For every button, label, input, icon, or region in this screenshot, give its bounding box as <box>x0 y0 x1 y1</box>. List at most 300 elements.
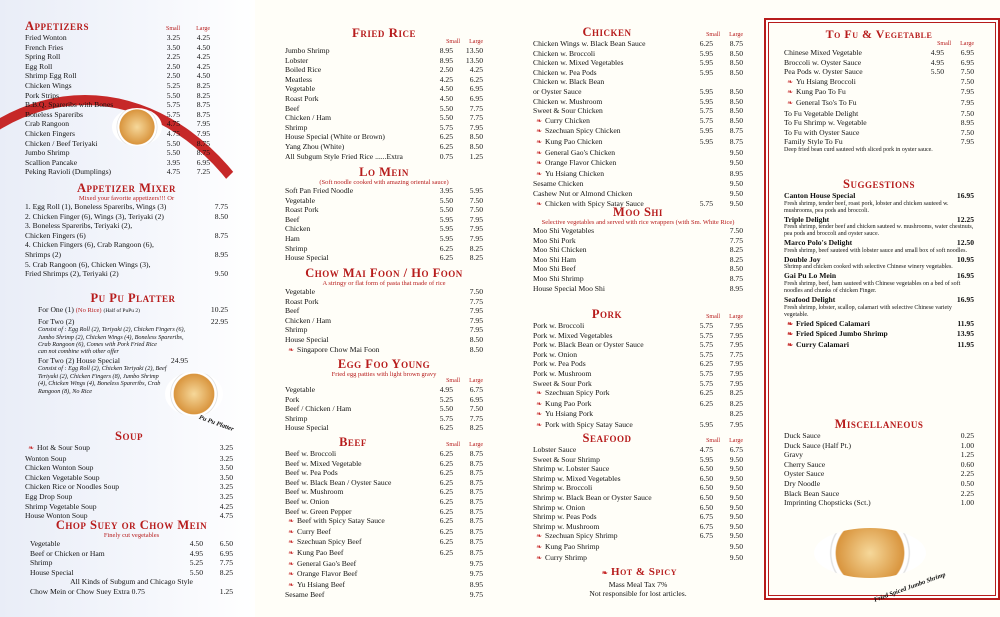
item-name-text: Beef w. Green Pepper <box>285 506 352 516</box>
item-name-text: Pork w. Mushroom <box>533 368 592 378</box>
item-name-text: Shrimp w. Mushroom <box>533 521 600 531</box>
menu-item <box>533 493 743 503</box>
menu-item <box>533 553 743 564</box>
appetizers-list <box>25 33 210 177</box>
hot-icon: ❧ <box>536 148 542 157</box>
item-price-small <box>914 128 944 138</box>
item-name-text: Yu Hsiang Pork <box>545 409 594 419</box>
menu-item <box>533 399 743 410</box>
pupu-two <box>38 317 228 327</box>
item-price-large <box>713 77 743 87</box>
item-price-large: 8.75 <box>729 136 743 146</box>
item-price-large: 6.95 <box>960 57 974 67</box>
menu-item <box>784 98 974 109</box>
item-price-small: 6.50 <box>699 502 713 512</box>
item-price-large: 8.50 <box>469 141 483 151</box>
menu-item <box>25 158 210 168</box>
item-name-text: Yu Hsiang Broccoli <box>796 76 856 86</box>
item-price-small: 4.95 <box>930 57 944 67</box>
eggfoo-subtitle: Fried egg patties with light brown gravy <box>331 371 437 378</box>
item-price: 11.95 <box>957 339 974 349</box>
pork-header <box>681 314 743 321</box>
item-name <box>285 580 423 591</box>
tf-large: Large <box>960 41 974 47</box>
menu-item <box>285 459 483 469</box>
menu-item <box>285 569 483 580</box>
item-name <box>533 512 683 522</box>
item-price-large: 8.25 <box>196 80 210 90</box>
soup-list <box>25 443 233 521</box>
item-price-large: 9.50 <box>729 188 743 198</box>
item-price-large: 9.50 <box>729 531 743 541</box>
item-price: 16.95 <box>956 191 974 200</box>
item-price-small: 4.75 <box>166 167 180 177</box>
pupu-photo <box>165 372 223 416</box>
menu-item <box>784 469 974 479</box>
item-name-text: Vegetable <box>285 287 315 296</box>
chicken-list <box>533 39 743 209</box>
menu-item <box>285 215 483 225</box>
eggfoo-section <box>285 358 483 433</box>
item-price-small <box>683 179 713 189</box>
lomein-title: Lo Mein <box>359 165 409 179</box>
item-name-text: Beef / Chicken / Ham <box>285 404 352 414</box>
item-price-small: 6.25 <box>699 39 713 48</box>
item-name <box>784 441 934 451</box>
item-price <box>188 221 228 231</box>
friedrice-section <box>285 26 483 161</box>
item-name-text: Szechuan Spicy Shrimp <box>545 531 618 541</box>
item-price-large: 7.95 <box>960 87 974 97</box>
item-name <box>285 468 423 478</box>
chopsuey-list <box>30 539 233 577</box>
menu-item <box>285 46 483 56</box>
item-price-small: 6.25 <box>439 526 453 536</box>
item-name-text: Moo Shi Shrimp <box>533 273 584 283</box>
item-name-text: Boneless Spareribs <box>25 109 83 119</box>
item-name <box>784 431 934 441</box>
item-name-text: Roast Pork <box>285 93 319 103</box>
item-name <box>30 539 173 549</box>
menu-item <box>25 202 228 212</box>
item-name-text: Pork <box>285 394 300 404</box>
menu-item <box>533 522 743 532</box>
tofu-title: To Fu & Vegetable <box>825 27 933 41</box>
item-name <box>784 191 934 201</box>
item-price-small <box>423 590 453 600</box>
item-description: Fresh shrimp, lobster, scallop, calamari with selective Chinese variety vegetable. <box>784 304 952 318</box>
item-name-text: House Special Moo Shi <box>533 283 605 293</box>
item-price-large: 9.50 <box>729 541 743 551</box>
item-name-text: Duck Sauce <box>784 431 821 440</box>
item-name <box>25 240 188 250</box>
menu-item <box>285 507 483 517</box>
item-price: 7.50 <box>729 226 743 235</box>
item-name <box>25 62 150 72</box>
menu-item <box>533 106 743 116</box>
item-price-small: 3.25 <box>166 33 180 42</box>
pupu-one-half: (Half of PuPu 2) <box>103 308 140 314</box>
item-price-large: 8.75 <box>729 126 743 136</box>
seafood-section <box>533 432 743 563</box>
item-name <box>533 331 683 341</box>
item-price-large: 9.50 <box>729 179 743 189</box>
item-price-large: 9.50 <box>729 464 743 474</box>
item-price-large: 6.75 <box>469 385 483 394</box>
pk-large: Large <box>729 314 743 320</box>
pupu-house <box>38 356 188 366</box>
menu-item <box>285 497 483 507</box>
chicken-section <box>533 26 743 209</box>
item-price-large: 8.75 <box>469 516 483 526</box>
item-name-text: Shrimp Vegetable Soup <box>25 501 97 511</box>
item-name-text: Chicken Vegetable Soup <box>25 472 100 482</box>
menu-item <box>30 558 233 568</box>
item-price-small <box>914 77 944 88</box>
item-price-large: 7.95 <box>729 330 743 340</box>
item-price: 7.50 <box>469 287 483 296</box>
item-price-large: 8.75 <box>469 506 483 516</box>
item-name-text: Fried Spiced Jumbo Shrimp <box>796 329 888 339</box>
mooshi-list <box>533 226 743 293</box>
menu-item <box>784 255 974 265</box>
item-name-text: Sesame Beef <box>285 590 325 600</box>
item-name-text: Pork w. Broccoli <box>533 321 585 330</box>
item-price: 8.95 <box>729 283 743 293</box>
item-price-small: 6.50 <box>699 483 713 493</box>
item-name <box>25 492 193 502</box>
menu-item <box>285 244 483 254</box>
seafood-list <box>533 445 743 563</box>
item-price-small: 6.25 <box>439 468 453 478</box>
item-name-text: Shrimp Egg Roll <box>25 71 77 81</box>
pupu-one <box>38 305 228 317</box>
item-name <box>784 450 934 460</box>
item-name <box>285 414 423 424</box>
item-price: 11.95 <box>957 318 974 328</box>
item-price-large: 8.50 <box>729 96 743 106</box>
item-name <box>285 65 423 75</box>
item-name-text: General Gao's Chicken <box>545 147 616 157</box>
ck-large: Large <box>729 32 743 38</box>
item-name-text: Shrimp <box>285 325 308 335</box>
item-name-text: Shrimp <box>285 243 308 253</box>
item-description: Fresh shrimp, beef sauteed with lobster sauce and small box of soft noodles. <box>784 247 967 254</box>
hot-icon: ❧ <box>536 420 542 429</box>
menu-item <box>533 331 743 341</box>
item-description: Fresh shrimp, tender beef, roast pork, lobster and chicken sauteed w. mushrooms, pea pods and broccoli. <box>784 200 949 214</box>
sf-small: Small <box>706 438 721 444</box>
item-price: 0.50 <box>960 478 974 488</box>
item-price-small: 2.50 <box>166 61 180 71</box>
menu-item <box>285 297 483 307</box>
item-price-large: 7.95 <box>960 97 974 107</box>
item-name <box>533 350 683 360</box>
item-price-large: 8.75 <box>469 526 483 536</box>
item-name-text: Orange Flavor Beef <box>297 569 358 579</box>
eggfoo-title: Egg Foo Young <box>337 357 431 371</box>
item-name <box>533 369 683 379</box>
item-price-large: 7.50 <box>469 195 483 205</box>
item-name <box>285 123 423 133</box>
item-name <box>25 158 150 168</box>
item-name <box>533 169 683 180</box>
hot-icon: ❧ <box>288 517 294 526</box>
menu-item <box>784 340 974 351</box>
item-price-large: 8.50 <box>729 115 743 125</box>
item-name-text: Pork w. Mixed Vegetables <box>533 330 613 340</box>
item-price-small: 3.95 <box>166 157 180 167</box>
column-2 <box>260 0 495 617</box>
item-name-text: Beef w. Mushroom <box>285 487 344 497</box>
menu-item <box>25 443 233 454</box>
menu-item <box>784 87 974 98</box>
menu-item <box>285 478 483 488</box>
menu-item <box>533 512 743 522</box>
menu-item <box>285 449 483 459</box>
item-name-text: Pork with Spicy Satay Sauce <box>545 419 633 429</box>
item-name <box>285 186 423 196</box>
item-name <box>533 116 683 127</box>
item-name <box>285 345 443 356</box>
item-name <box>25 454 193 464</box>
tf-small: Small <box>937 41 952 47</box>
item-name <box>285 297 443 307</box>
item-price: 7.75 <box>214 202 228 211</box>
menu-item <box>285 306 483 316</box>
chow-label: Chow Mein or Chow Suey <box>30 586 112 596</box>
item-price-small: 4.95 <box>439 385 453 394</box>
item-name <box>285 548 423 559</box>
item-price-small <box>914 87 944 98</box>
item-name <box>285 132 423 142</box>
menu-item <box>533 379 743 389</box>
menu-item <box>784 77 974 88</box>
item-name-text: Meatless <box>285 74 312 84</box>
item-name <box>533 388 683 399</box>
menu-item <box>25 33 210 43</box>
item-name <box>285 224 423 234</box>
menu-item <box>784 295 974 305</box>
item-name <box>285 516 423 527</box>
beef-section <box>285 436 483 600</box>
chicken-title: Chicken <box>582 25 632 39</box>
menu-item <box>25 463 233 473</box>
menu-item <box>25 473 233 483</box>
item-name-text: Szechuan Spicy Pork <box>545 388 610 398</box>
menu-item <box>533 474 743 484</box>
item-price-small: 5.75 <box>439 413 453 423</box>
item-name <box>25 43 150 53</box>
item-name <box>285 385 423 395</box>
item-price-small: 4.75 <box>699 445 713 454</box>
menu-item <box>784 271 974 281</box>
menu-item <box>533 350 743 360</box>
item-price-large: 9.50 <box>729 454 743 464</box>
menu-item <box>533 409 743 420</box>
item-name <box>784 295 934 305</box>
item-price-small: 5.50 <box>166 138 180 148</box>
item-name <box>285 104 423 114</box>
menu-item <box>25 221 228 231</box>
menu-item <box>533 245 743 255</box>
item-price-large: 7.25 <box>196 167 210 177</box>
item-price-small: 5.75 <box>699 115 713 125</box>
item-price-small: 5.50 <box>439 205 453 215</box>
item-price-large: 9.50 <box>729 147 743 157</box>
fr-large: Large <box>469 39 483 45</box>
item-price-small: 6.25 <box>439 141 453 151</box>
suggestions-section <box>784 178 974 350</box>
item-name-text: Chicken Fingers (6) <box>25 230 86 240</box>
hot-spicy-legend <box>533 566 743 580</box>
menu-item <box>285 84 483 94</box>
item-price-small: 6.25 <box>699 398 713 408</box>
menu-item <box>285 65 483 75</box>
item-price-small: 5.95 <box>699 126 713 136</box>
friedrice-list <box>285 46 483 161</box>
menu-item <box>533 58 743 68</box>
item-price-large: 9.50 <box>729 198 743 208</box>
item-name-text: Chicken with Spicy Satay Sauce <box>545 198 644 208</box>
item-name <box>285 84 423 94</box>
item-price-large: 8.25 <box>729 409 743 419</box>
item-price-small <box>683 409 713 420</box>
menu-item <box>533 158 743 169</box>
item-name <box>285 46 423 56</box>
item-price: 8.50 <box>469 334 483 344</box>
item-name-text: Chicken w. Mushroom <box>533 96 603 106</box>
item-price-small: 5.75 <box>699 106 713 116</box>
item-name-text: Shrimp <box>285 122 308 132</box>
shrimp-photo <box>814 528 926 578</box>
item-name-text: Peking Ravioli (Dumplings) <box>25 167 112 177</box>
hot-icon: ❧ <box>601 569 609 577</box>
menu-item <box>285 404 483 414</box>
menu-item <box>285 113 483 123</box>
item-name-text: Triple Delight <box>784 214 830 224</box>
item-name-text: Jumbo Shrimp <box>25 148 70 158</box>
item-price-large: 7.95 <box>469 233 483 243</box>
item-price: 3.50 <box>219 463 233 473</box>
item-price-large: 7.75 <box>469 413 483 423</box>
item-name-text: House Special (White or Brown) <box>285 132 385 142</box>
item-name-text: Imprinting Chopsticks (Sct.) <box>784 498 871 508</box>
item-price-small: 6.25 <box>439 423 453 433</box>
item-name-text: Beef w. Broccoli <box>285 449 337 458</box>
chowmaifoon-section <box>285 267 483 355</box>
item-price-large: 7.95 <box>469 224 483 234</box>
item-price-small: 6.50 <box>699 492 713 502</box>
item-name-text: House Wonton Soup <box>25 511 88 521</box>
item-price: 8.50 <box>214 211 228 221</box>
hot-icon: ❧ <box>536 542 542 551</box>
item-name-text: Shrimp <box>285 413 308 423</box>
menu-item <box>533 126 743 137</box>
item-price-small: 8.95 <box>439 55 453 65</box>
menu-item <box>285 123 483 133</box>
item-price-large: 7.95 <box>469 122 483 132</box>
menu-item <box>533 87 743 97</box>
item-name <box>784 340 934 351</box>
menu-item <box>285 75 483 85</box>
item-price: 8.75 <box>729 273 743 283</box>
chowmaifoon-subtitle: A stringy or flat form of pasta that made of rice <box>322 280 446 287</box>
menu-item <box>784 319 974 330</box>
menu-item <box>285 423 483 433</box>
item-price-large: 9.50 <box>729 521 743 531</box>
item-price-small <box>914 109 944 119</box>
hot-icon: ❧ <box>787 98 793 107</box>
item-price-small: 2.25 <box>166 52 180 62</box>
item-price-small: 6.25 <box>439 253 453 263</box>
item-description: Fresh shrimp, beef, ham sauteed with Chinese vegetables on a bed of soft noodles and chunks of chicken Finger. <box>784 280 961 294</box>
item-price-large: 6.75 <box>729 445 743 454</box>
pupu-no-combine: can not combine with other offer <box>38 348 119 356</box>
hot-icon: ❧ <box>288 527 294 536</box>
item-price-small: 5.95 <box>699 96 713 106</box>
item-name-text: Chicken Fingers <box>25 128 75 138</box>
menu-item <box>533 226 743 236</box>
pork-list <box>533 321 743 431</box>
menu-item <box>533 97 743 107</box>
hot-icon: ❧ <box>787 340 793 349</box>
item-price-small: 6.25 <box>439 537 453 547</box>
item-price-small: 6.25 <box>439 496 453 506</box>
item-name <box>285 316 443 326</box>
item-name-text: French Fries <box>25 42 64 52</box>
menu-item <box>25 139 210 149</box>
item-price-small: 6.25 <box>439 547 453 557</box>
menu-item <box>285 345 483 356</box>
menu-item <box>784 137 974 147</box>
item-price: 7.95 <box>469 315 483 325</box>
item-name-text: Vegetable <box>285 84 315 94</box>
menu-item <box>30 568 233 578</box>
item-price-small: 5.95 <box>439 224 453 234</box>
menu-item <box>784 489 974 499</box>
item-name-text: Beef <box>285 103 300 113</box>
item-price-small <box>423 559 453 570</box>
item-name <box>533 340 683 350</box>
item-price-small: 6.25 <box>439 449 453 458</box>
item-name-text: Egg Roll <box>25 61 53 71</box>
item-name-text: Pork Strips <box>25 90 59 100</box>
item-price-large: 6.95 <box>219 548 233 558</box>
item-name-text: Chicken w. Broccoli <box>533 48 596 58</box>
menu-item <box>533 531 743 542</box>
item-name-text: Beef with Spicy Satay Sauce <box>297 516 385 526</box>
item-name <box>533 137 683 148</box>
item-price-large: 8.25 <box>729 388 743 398</box>
item-name <box>533 399 683 410</box>
item-price-large: 7.75 <box>219 558 233 568</box>
item-price-small: 5.50 <box>439 103 453 113</box>
pork-section <box>533 308 743 431</box>
item-price: 7.95 <box>469 306 483 316</box>
item-name <box>784 128 914 138</box>
hot-icon: ❧ <box>787 319 793 328</box>
menu-item <box>533 321 743 331</box>
menu-item <box>533 137 743 148</box>
item-name <box>533 359 683 369</box>
item-price-small <box>683 169 713 180</box>
item-price-small: 6.25 <box>439 516 453 526</box>
menu-item <box>533 39 743 49</box>
item-name-text: Sweet & Sour Pork <box>533 378 592 388</box>
pupu-house-label: For Two (2) House Special <box>38 355 121 365</box>
pupu-one-note: (No Rice) <box>75 307 102 314</box>
